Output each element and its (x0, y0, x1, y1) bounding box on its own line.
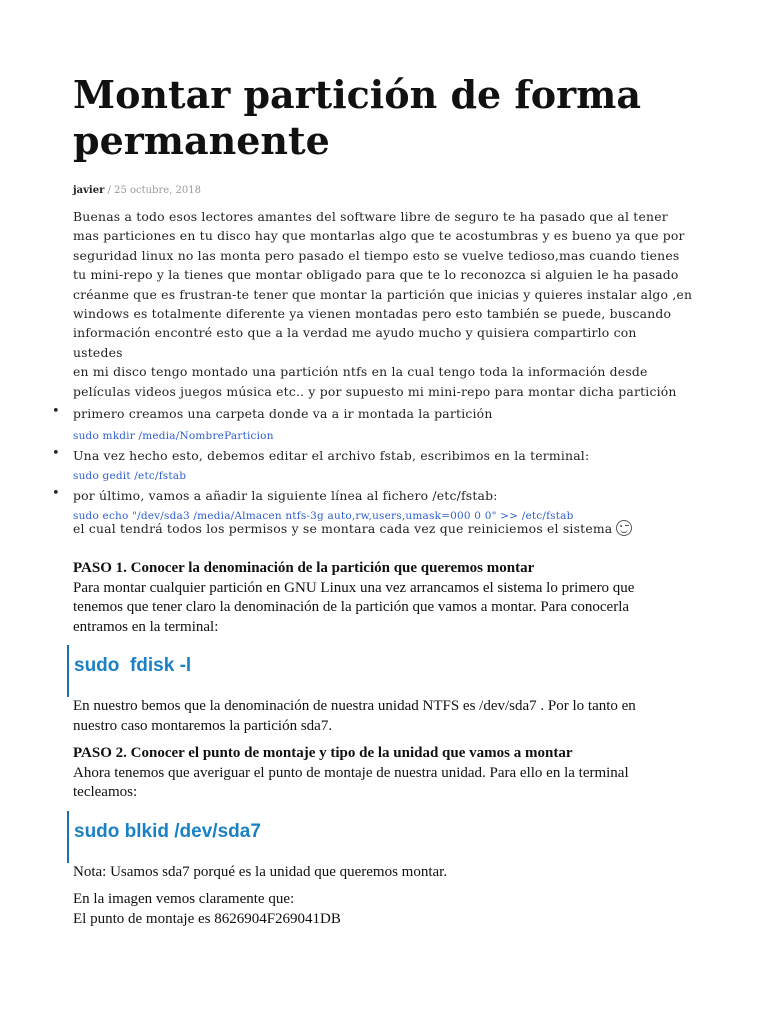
section-heading: PASO 1. Conocer la denominación de la partición que queremos montar (73, 560, 535, 576)
post-date: 25 octubre, 2018 (114, 185, 201, 196)
intro-line: seguridad linux no las monta pero pasado el tiempo esto se vuelve tedioso,mas cuando tienes (73, 247, 680, 263)
intro-line: películas videos juegos música etc.. y por supuesto mi mini-repo para montar dicha partición (73, 383, 677, 399)
intro-line: créanme que es frustran-te tener que montar la partición que inicias y quieres instalar algo ,en (73, 286, 693, 302)
list-item (0, 404, 700, 446)
step-text: Una vez hecho esto, debemos editar el archivo fstab, escribimos en la terminal: (73, 448, 590, 463)
code-block-fdisk (67, 645, 714, 697)
step-text: por último, vamos a añadir la siguiente línea al fichero /etc/fstab: (73, 488, 498, 503)
intro-line: información encontré esto que a la verdad me ayudo mucho y quisiera compartirlo con (73, 325, 637, 341)
intro-line: tu mini-repo y la tienes que montar obligado para que te lo reconozca si alguien le ha pasado (73, 267, 679, 283)
intro-line: en mi disco tengo montado una partición ntfs en la cual tengo toda la información desde (73, 364, 648, 380)
article-title: Montar partición de forma permanente (73, 72, 641, 163)
bullet-icon: • (52, 404, 60, 419)
section-paso-1-followup (73, 697, 713, 736)
section-line: nuestro caso montaremos la partición sda7. (73, 717, 333, 734)
article-meta (73, 185, 201, 196)
section-heading: PASO 2. Conocer el punto de montaje y tipo de la unidad que vamos a montar (73, 745, 573, 761)
section-paso-2-note (73, 863, 713, 883)
section-line: El punto de montaje es 8626904F269041DB (73, 910, 341, 927)
steps-list (0, 404, 700, 526)
section-line: Para montar cualquier partición en GNU Linux una vez arrancamos el sistema lo primero que (73, 579, 635, 596)
section-line: En nuestro bemos que la denominación de nuestra unidad NTFS es /dev/sda7 . Por lo tanto en (73, 698, 636, 714)
bullet-icon: • (52, 486, 60, 501)
bullet-icon: • (52, 446, 60, 461)
code-text: sudo fdisk -l (74, 655, 192, 676)
intro-line: windows es totalmente diferente ya vienen montadas pero esto también se puede, buscando (73, 306, 672, 322)
intro-paragraph (73, 207, 713, 401)
section-line: tecleamos: (73, 784, 138, 800)
code-block-blkid (67, 811, 714, 863)
code-text: sudo blkid /dev/sda7 (74, 821, 261, 842)
step-text: primero creamos una carpeta donde va a ir montada la partición (73, 406, 493, 421)
note-line: Nota: Usamos sda7 porqué es la unidad que queremos montar. (73, 864, 448, 880)
after-steps-text (73, 520, 733, 536)
section-paso-1 (73, 559, 713, 637)
list-item (0, 446, 700, 486)
section-line: Ahora tenemos que averiguar el punto de montaje de nuestra unidad. Para ello en la terminal (73, 764, 629, 781)
author-link[interactable]: javier (73, 185, 105, 196)
winking-face-icon (616, 520, 632, 536)
command-line: sudo gedit /etc/fstab (73, 470, 187, 482)
intro-line: ustedes (73, 344, 123, 360)
intro-line: Buenas a todo esos lectores amantes del software libre de seguro te ha pasado que al tener (73, 209, 668, 224)
after-steps-sentence: el cual tendrá todos los permisos y se montara cada vez que reiniciemos el sistema (73, 521, 613, 536)
section-paso-2-image-text (73, 890, 713, 929)
section-paso-2 (73, 744, 713, 803)
section-line: En la imagen vemos claramente que: (73, 891, 295, 907)
command-line: sudo echo "/dev/sda3 /media/Almacen ntfs-3g auto,rw,users,umask=000 0 0" >> /etc/fstab (73, 510, 574, 522)
command-line: sudo mkdir /media/NombreParticion (73, 430, 274, 442)
intro-line: mas particiones en tu disco hay que montarlas algo que te acostumbras y es bueno ya que por (73, 228, 685, 244)
section-line: tenemos que tener claro la denominación de la partición que vamos a montar. Para conocerla (73, 599, 630, 615)
section-line: entramos en la terminal: (73, 618, 219, 635)
meta-separator: / (104, 185, 115, 196)
